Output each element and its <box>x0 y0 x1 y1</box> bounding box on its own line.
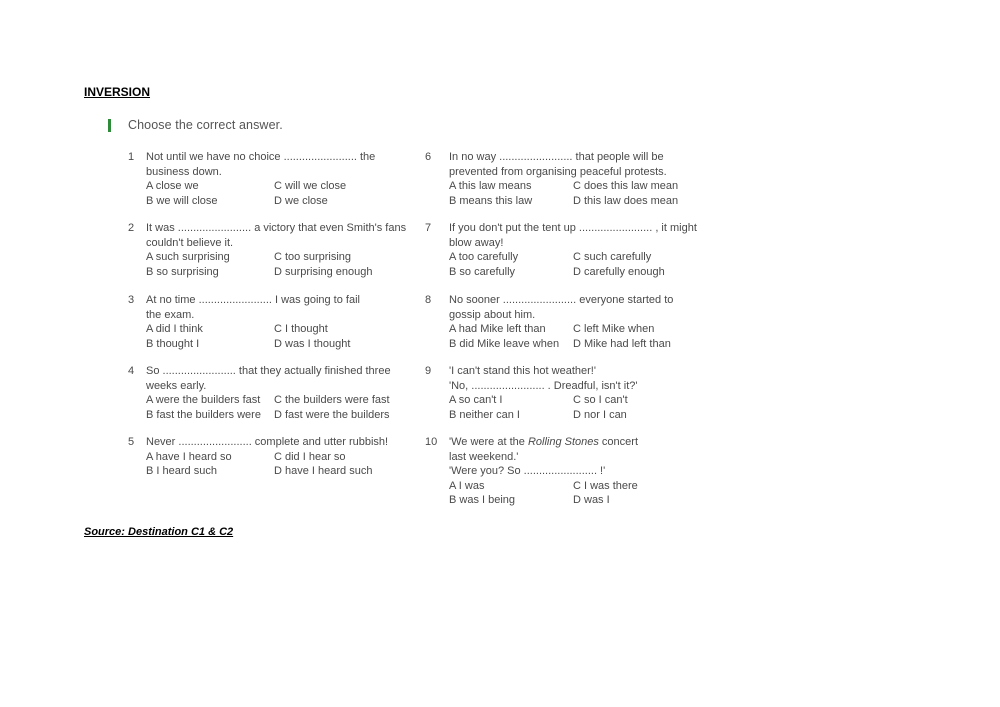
option-b: B neither can I <box>449 408 520 421</box>
question-text: prevented from organising peaceful protests. <box>449 165 667 178</box>
questions-left-column <box>128 150 418 479</box>
option-d: D this law does mean <box>573 194 679 207</box>
question-9 <box>425 364 725 435</box>
option-a: A close we <box>146 180 199 192</box>
option-c: C I thought <box>274 323 328 335</box>
option-c: C did I hear so <box>274 450 346 463</box>
section-marker <box>108 119 111 132</box>
instruction-text: Choose the correct answer. <box>128 118 283 132</box>
question-text: In no way ........................ that people will be <box>449 151 664 163</box>
questions-right-column <box>425 150 725 508</box>
question-text: Never ........................ complete and utter rubbish! <box>146 436 389 448</box>
question-10 <box>425 435 725 508</box>
option-b: B means this law <box>449 194 533 207</box>
question-1 <box>128 150 418 221</box>
band-name: Rolling Stones <box>527 436 599 448</box>
question-text: No sooner ........................ everyone started to <box>449 294 674 306</box>
question-text: business down. <box>146 165 222 178</box>
option-b: B I heard such <box>146 465 217 477</box>
option-d: D was I thought <box>274 337 351 350</box>
question-text: So ........................ that they actually finished three <box>146 365 391 377</box>
question-number: 8 <box>425 294 432 306</box>
option-c: C such carefully <box>573 251 652 263</box>
question-text: Not until we have no choice ........................ the <box>146 151 376 163</box>
option-d: D Mike had left than <box>573 337 671 350</box>
option-d: D nor I can <box>573 408 627 421</box>
option-a: A so can't I <box>449 394 503 406</box>
question-number: 7 <box>425 222 432 234</box>
question-3 <box>128 293 418 364</box>
question-5 <box>128 435 418 479</box>
option-b: B thought I <box>146 337 200 350</box>
option-c: C will we close <box>274 180 347 192</box>
option-d: D fast were the builders <box>274 408 390 421</box>
question-text: 'We were at the Rolling Stones concert <box>449 436 639 448</box>
option-c: C does this law mean <box>573 180 679 192</box>
option-c: C left Mike when <box>573 323 655 335</box>
option-a: A have I heard so <box>146 450 232 463</box>
question-text: 'Were you? So ........................ !' <box>449 465 606 477</box>
question-number: 5 <box>128 436 135 448</box>
question-number: 6 <box>425 151 432 163</box>
question-number: 4 <box>128 365 135 377</box>
question-6 <box>425 150 725 221</box>
question-number: 1 <box>128 151 135 163</box>
question-text: last weekend.' <box>449 450 519 463</box>
option-b: B was I being <box>449 494 516 506</box>
option-a: A I was <box>449 479 485 492</box>
question-text: couldn't believe it. <box>146 236 234 249</box>
question-4 <box>128 364 418 435</box>
question-text: At no time ........................ I was going to fail <box>146 294 360 306</box>
question-text: It was ........................ a victory that even Smith's fans <box>146 222 407 234</box>
question-text: 'No, ........................ . Dreadful, isn't it?' <box>449 379 638 392</box>
option-d: D carefully enough <box>573 265 665 278</box>
option-a: A did I think <box>146 323 203 335</box>
option-d: D was I <box>573 494 610 506</box>
option-c: C I was there <box>573 479 638 492</box>
option-c: C too surprising <box>274 251 352 263</box>
option-d: D have I heard such <box>274 465 373 477</box>
option-c: C so I can't <box>573 394 628 406</box>
question-text: weeks early. <box>146 379 207 392</box>
question-2 <box>128 221 418 293</box>
question-text: gossip about him. <box>449 308 536 321</box>
question-text: If you don't put the tent up ........................ , it might <box>449 222 697 234</box>
option-a: A this law means <box>449 180 532 192</box>
option-b: B fast the builders were <box>146 408 261 421</box>
option-d: D surprising enough <box>274 265 373 278</box>
question-text: blow away! <box>449 236 504 249</box>
option-a: A were the builders fast <box>146 394 261 406</box>
question-7 <box>425 221 725 293</box>
option-d: D we close <box>274 194 328 207</box>
question-text: the exam. <box>146 308 195 321</box>
option-a: A too carefully <box>449 251 519 263</box>
option-c: C the builders were fast <box>274 394 390 406</box>
question-number: 3 <box>128 294 135 306</box>
option-b: B we will close <box>146 194 218 207</box>
source-citation: Source: Destination C1 & C2 <box>84 526 234 538</box>
question-number: 10 <box>425 436 438 448</box>
option-a: A such surprising <box>146 251 230 263</box>
option-b: B so surprising <box>146 265 219 278</box>
question-8 <box>425 293 725 364</box>
option-a: A had Mike left than <box>449 323 546 335</box>
question-number: 9 <box>425 365 432 377</box>
option-b: B did Mike leave when <box>449 337 560 350</box>
question-text: 'I can't stand this hot weather!' <box>449 365 596 377</box>
page-title: INVERSION <box>84 85 151 99</box>
question-number: 2 <box>128 222 135 234</box>
option-b: B so carefully <box>449 265 516 278</box>
instruction-row <box>108 118 283 132</box>
